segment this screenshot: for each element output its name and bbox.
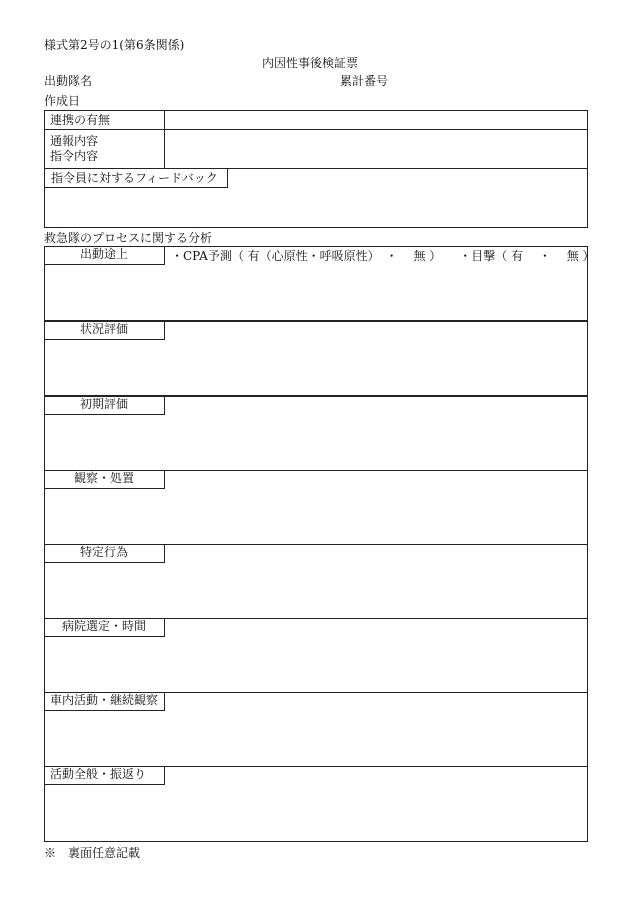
footer-note: ※ 裏面任意記載 <box>44 846 141 860</box>
feedback-label-box <box>44 168 228 188</box>
report-content-field[interactable] <box>165 130 587 168</box>
process-row-label: 観察・処置 <box>44 470 165 489</box>
process-row-label: 特定行為 <box>44 544 165 563</box>
page-title: 内因性事後検証票 <box>262 56 359 70</box>
cumulative-number-label: 累計番号 <box>340 74 389 88</box>
form-number: 様式第2号の1(第6条関係) <box>44 38 185 52</box>
report-content-label: 通報内容 <box>50 134 99 148</box>
coordination-field[interactable] <box>165 111 587 129</box>
created-date-label: 作成日 <box>44 94 81 108</box>
coordination-label: 連携の有無 <box>50 113 111 127</box>
command-content-label: 指令内容 <box>50 149 99 163</box>
feedback-label: 指令員に対するフィードバック <box>51 171 218 185</box>
process-heading: 救急隊のプロセスに関する分析 <box>44 231 213 245</box>
unit-name-label: 出動隊名 <box>44 74 93 88</box>
process-row-label: 病院選定・時間 <box>44 618 165 637</box>
process-row-label: 車内活動・継続観察 <box>44 692 165 711</box>
cpa-prediction-note: ・CPA予測（ 有（心原性・呼吸原性） ・ 無 ） ・目撃（ 有 ・ 無 ） <box>171 249 595 263</box>
process-row-label: 初期評価 <box>44 396 165 415</box>
feedback-field[interactable] <box>45 189 587 227</box>
process-row-label: 状況評価 <box>44 321 165 340</box>
process-row-label: 出動途上 <box>44 246 165 265</box>
process-row-label: 活動全般・振返り <box>44 766 165 785</box>
